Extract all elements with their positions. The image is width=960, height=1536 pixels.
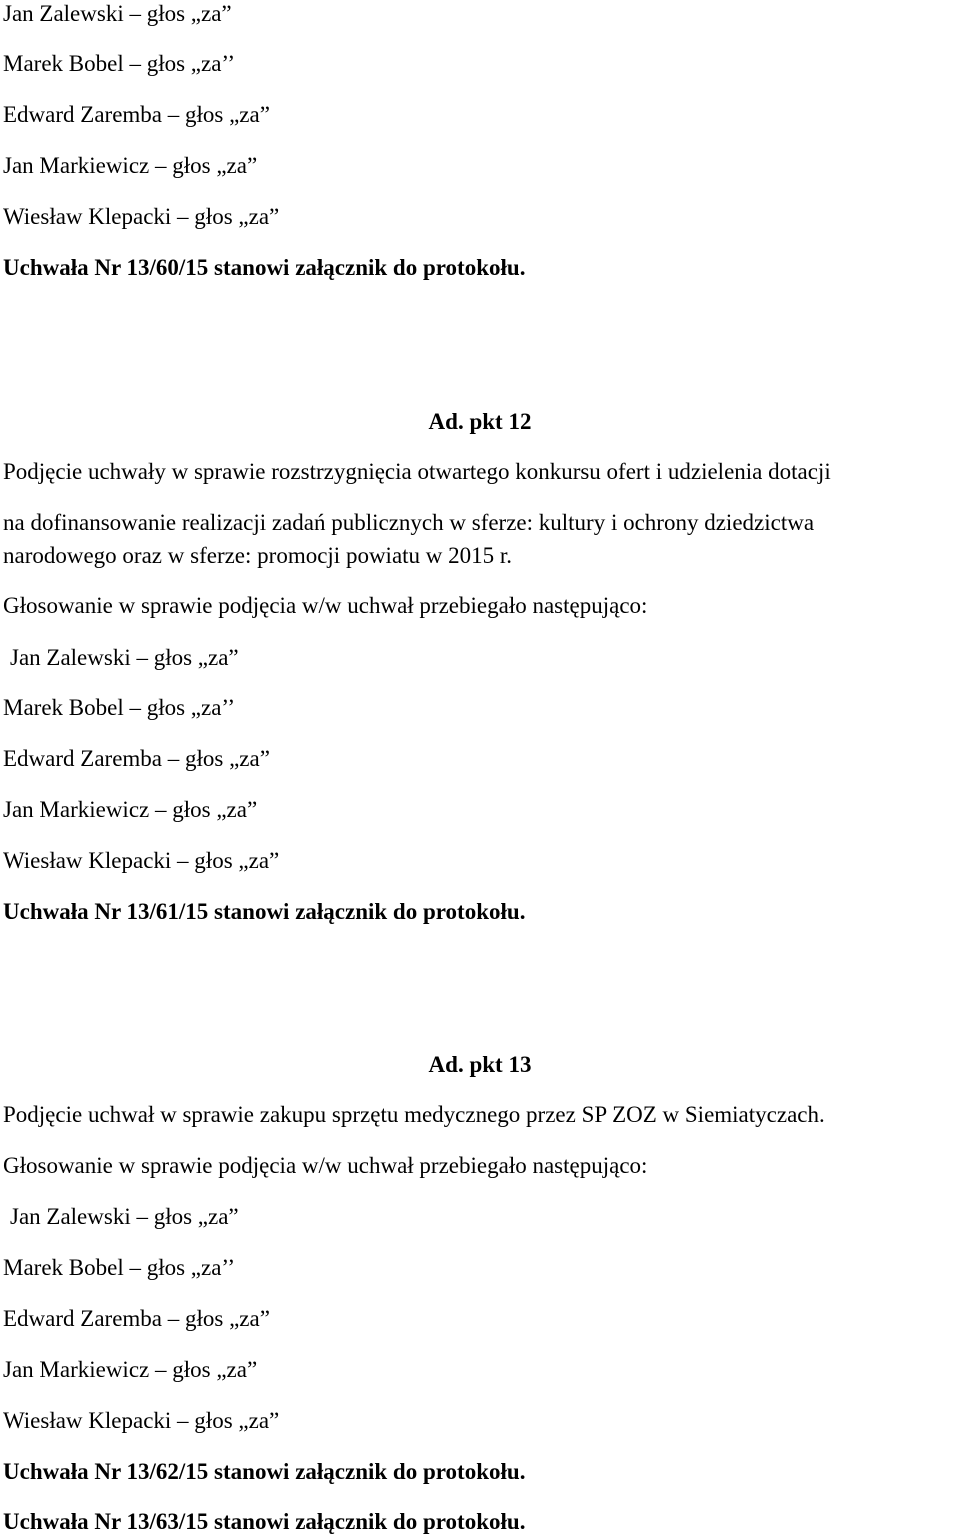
vote-line: Jan Markiewicz – głos „za”: [3, 153, 258, 178]
vote-line: Jan Markiewicz – głos „za”: [3, 1357, 258, 1382]
agenda-subject-line: Podjęcie uchwały w sprawie rozstrzygnięcia otwartego konkursu ofert i udzielenia dotacji: [3, 459, 831, 484]
agenda-subject-line: Podjęcie uchwał w sprawie zakupu sprzętu medycznego przez SP ZOZ w Siemiatyczach.: [3, 1102, 825, 1127]
agenda-subject-line: na dofinansowanie realizacji zadań publicznych w sferze: kultury i ochrony dziedzictwa: [3, 510, 815, 535]
resolution-line: Uchwała Nr 13/62/15 stanowi załącznik do protokołu.: [3, 1459, 526, 1484]
agenda-heading-pkt-13: Ad. pkt 13: [428, 1052, 532, 1077]
vote-line: Marek Bobel – głos „za’’: [3, 695, 236, 720]
vote-line: Edward Zaremba – głos „za”: [3, 746, 270, 771]
vote-line: Marek Bobel – głos „za’’: [3, 51, 236, 76]
vote-line: Jan Zalewski – głos „za”: [3, 1, 232, 26]
voting-intro: Głosowanie w sprawie podjęcia w/w uchwał przebiegało następująco:: [3, 593, 648, 618]
vote-line: Wiesław Klepacki – głos „za”: [3, 848, 280, 873]
vote-line: Marek Bobel – głos „za’’: [3, 1255, 236, 1280]
vote-line: Edward Zaremba – głos „za”: [3, 102, 270, 127]
agenda-subject-line: narodowego oraz w sferze: promocji powiatu w 2015 r.: [3, 543, 513, 568]
voting-intro: Głosowanie w sprawie podjęcia w/w uchwał przebiegało następująco:: [3, 1153, 648, 1178]
agenda-heading-pkt-12: Ad. pkt 12: [428, 409, 532, 434]
vote-line: Jan Markiewicz – głos „za”: [3, 797, 258, 822]
resolution-line: Uchwała Nr 13/63/15 stanowi załącznik do protokołu.: [3, 1509, 526, 1534]
resolution-line: Uchwała Nr 13/61/15 stanowi załącznik do protokołu.: [3, 899, 526, 924]
vote-line: Jan Zalewski – głos „za”: [10, 645, 239, 670]
vote-line: Jan Zalewski – głos „za”: [10, 1204, 239, 1229]
resolution-line: Uchwała Nr 13/60/15 stanowi załącznik do protokołu.: [3, 255, 526, 280]
vote-line: Wiesław Klepacki – głos „za”: [3, 204, 280, 229]
vote-line: Edward Zaremba – głos „za”: [3, 1306, 270, 1331]
vote-line: Wiesław Klepacki – głos „za”: [3, 1408, 280, 1433]
